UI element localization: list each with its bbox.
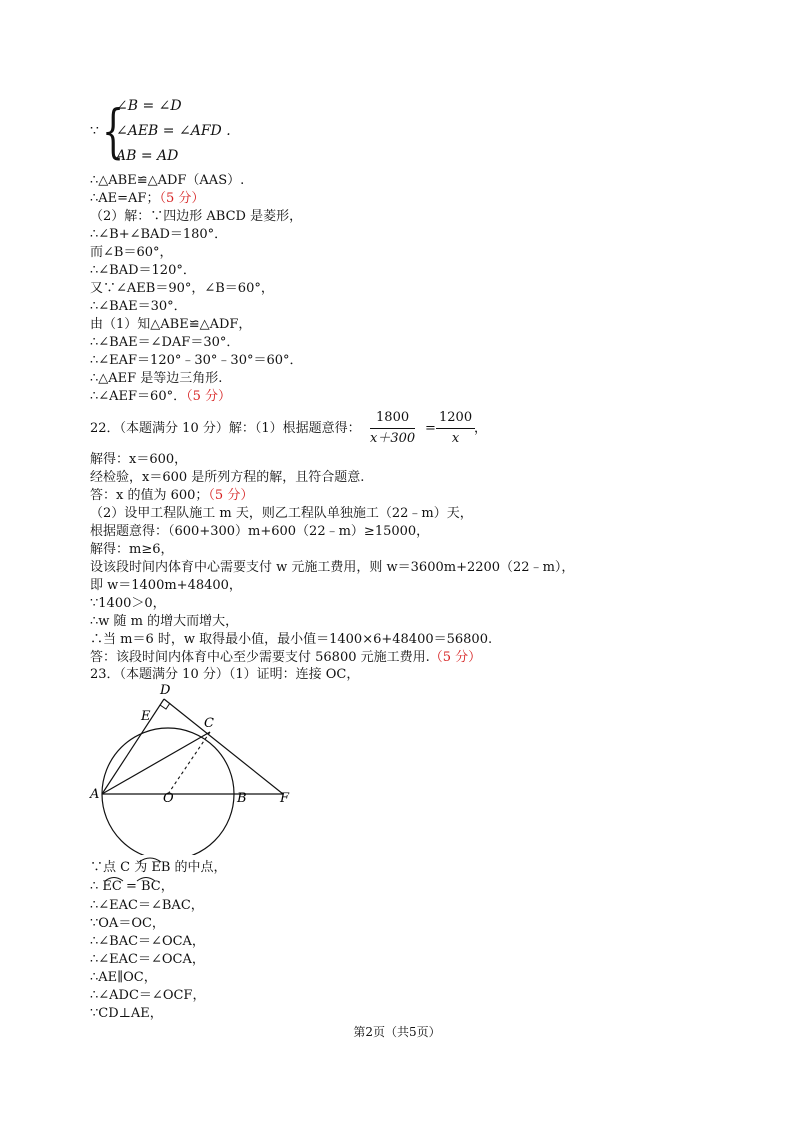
- arc-eb-icon: [138, 855, 162, 863]
- line-ae-af-text: ∴AE=AF；: [90, 191, 160, 206]
- fraction-left-numerator: 1800: [370, 408, 415, 429]
- line-eaf: ∴∠EAF＝120°﹣30°﹣30°＝60°．: [90, 353, 303, 368]
- line-df: [164, 699, 283, 794]
- line-b-bad: ∴∠B+∠BAD＝180°．: [90, 227, 228, 242]
- fraction-right-numerator: 1200: [436, 408, 475, 429]
- line-ad: [102, 699, 164, 794]
- line-b60: 而∠B＝60°，: [90, 245, 173, 260]
- line-bae30: ∴∠BAE＝30°．: [90, 299, 187, 314]
- q23-line: ∵OA＝OC，: [90, 916, 165, 931]
- line-bae-daf: ∴∠BAE＝∠DAF＝30°．: [90, 335, 240, 350]
- q23-line: ∴∠EAC＝∠BAC，: [90, 898, 204, 913]
- line-part2-start: （2）解：∵四边形 ABCD 是菱形，: [90, 209, 303, 224]
- system-equation-3: AB = AD: [116, 148, 179, 164]
- q23-line: ∴AE∥OC，: [90, 970, 157, 985]
- q22-line: ∴w 随 m 的增大而增大，: [90, 614, 239, 629]
- because-symbol: ∵: [90, 123, 99, 139]
- q22-line-text: 答：该段时间内体育中心至少需要支付 56800 元施工费用.: [90, 650, 430, 665]
- line-ae-af: [90, 190, 204, 208]
- q23-line: ∴ EC = BC，: [90, 879, 174, 894]
- q22-line: （2）设甲工程队施工 m 天，则乙工程队单独施工（22﹣m）天，: [90, 506, 473, 521]
- label-b: B: [237, 791, 247, 806]
- q23-line: ∴∠ADC＝∠OCF，: [90, 988, 206, 1003]
- score-badge: （5 分）: [159, 191, 205, 206]
- q22-line: [90, 487, 253, 505]
- q23-line: ∵CD⊥AE，: [90, 1006, 163, 1021]
- q22-line: 即 w＝1400m+48400，: [90, 578, 242, 593]
- score-badge: （5 分）: [429, 650, 482, 665]
- q22-line-text: 答：x 的值为 600；: [90, 488, 209, 503]
- line-aef60-text: ∴∠AEF＝60°．: [90, 389, 187, 404]
- page-footer: 第2页（共5页）: [353, 1025, 441, 1039]
- line-aef60: [90, 388, 231, 406]
- score-badge: （5 分）: [208, 488, 254, 503]
- q22-line: [90, 649, 481, 667]
- left-brace-icon: {: [102, 97, 125, 165]
- q22-line: ∴当 m＝6 时，w 取得最小值，最小值＝1400×6+48400＝56800.: [90, 632, 493, 647]
- system-equation-1: ∠B = ∠D: [116, 98, 182, 114]
- line-from-1: 由（1）知△ABE≌△ADF，: [90, 317, 252, 332]
- fraction-right-denominator: x: [451, 431, 460, 446]
- system-equation-2: ∠AEB = ∠AFD .: [116, 123, 231, 139]
- fraction-left: [370, 408, 415, 449]
- fraction-left-denominator: x＋300: [370, 431, 416, 446]
- q23-line: ∵点 C 为 EB 的中点，: [90, 860, 227, 875]
- label-d: D: [160, 683, 171, 698]
- q23-line: ∴∠EAC＝∠OCA，: [90, 952, 205, 967]
- label-o: O: [163, 791, 174, 806]
- label-a: A: [90, 787, 100, 802]
- q22-line: 根据题意得：（600+300）m+600（22﹣m）≥15000，: [90, 524, 430, 539]
- line-equilateral: ∴△AEF 是等边三角形.: [90, 371, 223, 386]
- line-ac: [102, 732, 210, 794]
- arc-ec-bc-icon: [104, 874, 160, 882]
- score-badge: （5 分）: [186, 389, 232, 404]
- q22-line: 解得：x＝600，: [90, 452, 188, 467]
- line-oc-dashed: [168, 732, 210, 794]
- equation-system: [90, 98, 270, 170]
- line-aeb90: 又∵∠AEB＝90°，∠B＝60°，: [90, 281, 274, 296]
- line-bad120: ∴∠BAD＝120°．: [90, 263, 196, 278]
- q22-line: 设该段时间内体育中心需要支付 w 元施工费用，则 w＝3600m+2200（22﹣m），: [90, 560, 575, 575]
- q22-heading-tail: ，: [474, 421, 488, 436]
- label-f: F: [280, 791, 290, 806]
- q22-heading: 22．（本题满分 10 分）解：（1）根据题意得：: [90, 421, 361, 436]
- q23-heading: 23．（本题满分 10 分）（1）证明：连接 OC，: [90, 667, 360, 682]
- q22-line: ∵1400＞0，: [90, 596, 166, 611]
- q22-line: 经检验，x＝600 是所列方程的解，且符合题意.: [90, 470, 365, 485]
- label-c: C: [204, 716, 214, 731]
- q23-line: ∴∠BAC＝∠OCA，: [90, 934, 205, 949]
- fraction-right: [436, 408, 475, 449]
- q22-line: 解得：m≥6，: [90, 542, 174, 557]
- label-e: E: [141, 709, 151, 724]
- equals-sign: =: [425, 421, 436, 436]
- geometry-figure: [80, 680, 310, 855]
- line-congruence: ∴△ABE≌△ADF（AAS）.: [90, 173, 245, 188]
